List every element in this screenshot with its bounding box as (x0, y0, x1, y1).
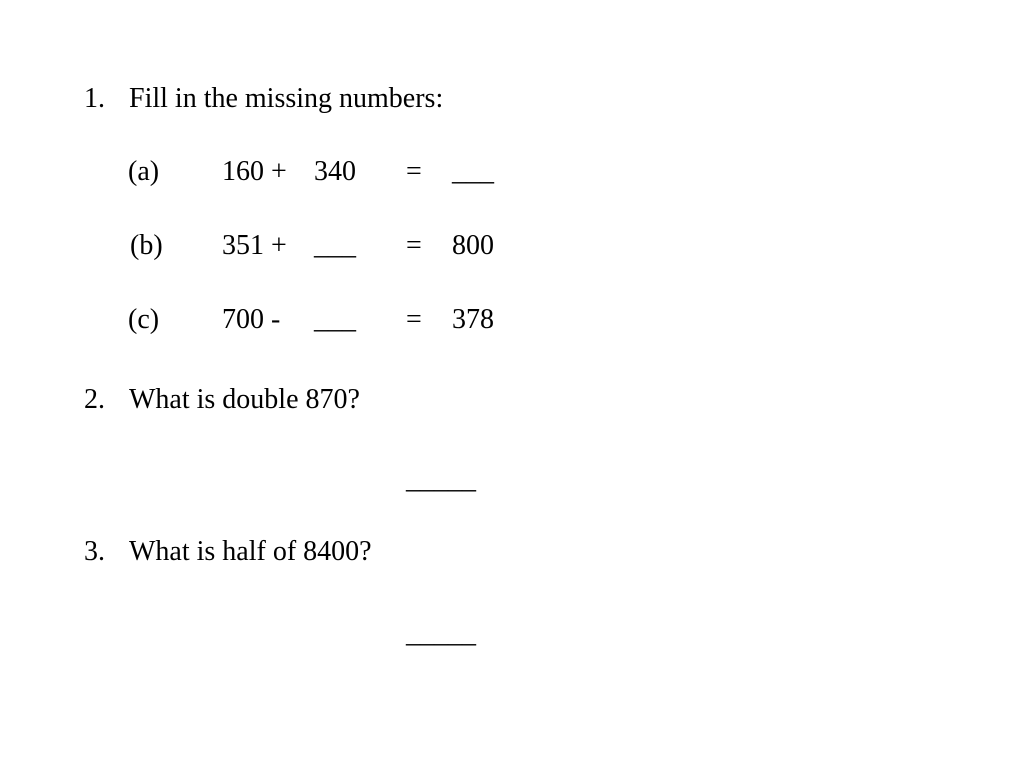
part-label: (c) (128, 304, 160, 335)
question-number: 2. (84, 384, 105, 415)
question-text: Fill in the missing numbers: (129, 83, 444, 114)
operand-1: 351 + (222, 230, 287, 261)
equals-sign: = (406, 304, 422, 335)
question-text: What is half of 8400? (129, 536, 372, 567)
result-value: 378 (452, 304, 494, 335)
operand-1: 160 + (222, 156, 287, 187)
question-text: What is double 870? (129, 384, 360, 415)
answer-blank: ___ (314, 230, 356, 261)
part-label: (a) (128, 156, 160, 187)
operand-2: 340 (314, 156, 356, 187)
equals-sign: = (406, 230, 422, 261)
equals-sign: = (406, 156, 422, 187)
answer-blank: ___ (314, 304, 356, 335)
answer-blank: _____ (406, 618, 476, 649)
answer-blank: _____ (406, 464, 476, 495)
answer-blank: ___ (452, 156, 494, 187)
question-number: 3. (84, 536, 105, 567)
part-label: (b) (130, 230, 163, 261)
result-value: 800 (452, 230, 494, 261)
question-number: 1. (84, 83, 105, 114)
operand-1: 700 - (222, 304, 281, 335)
